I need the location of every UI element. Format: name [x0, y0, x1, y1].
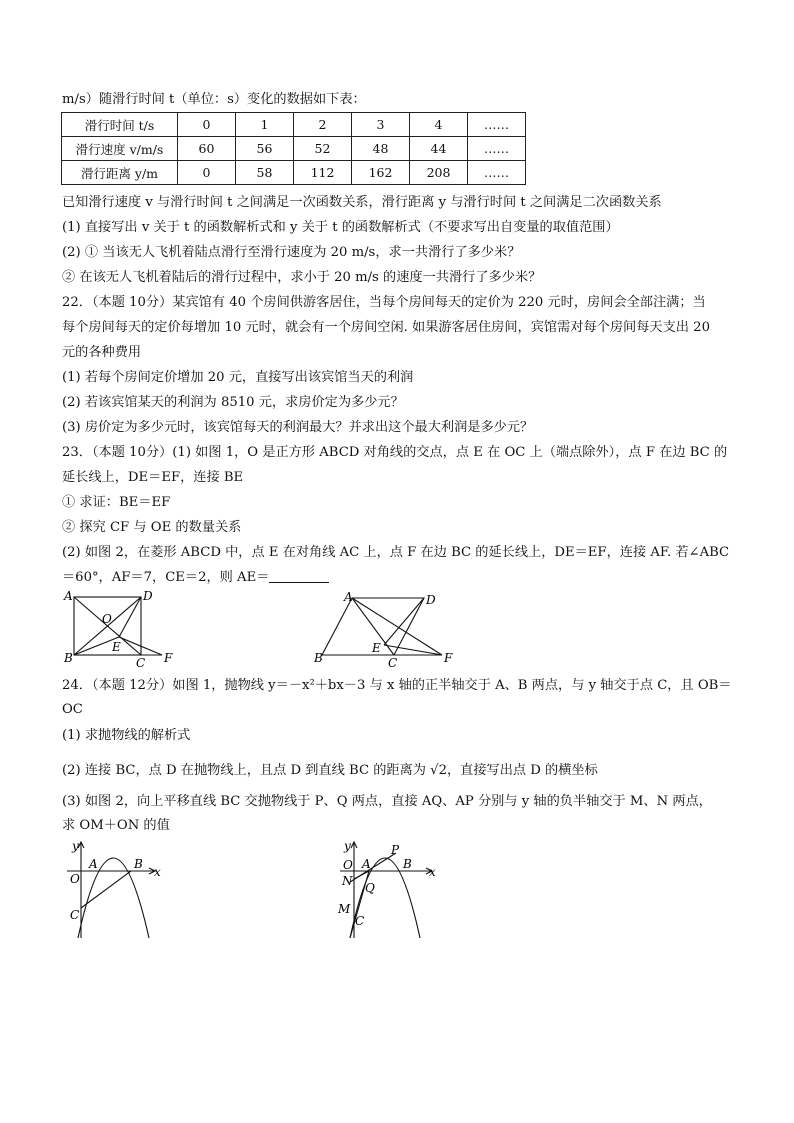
- table-row-label: 滑行时间 t/s: [62, 113, 178, 137]
- table-cell: 162: [352, 161, 410, 185]
- q21-given: 已知滑行速度 v 与滑行时间 t 之间满足一次函数关系，滑行距离 y 与滑行时间 t 之间满足二次函数关系: [62, 195, 662, 210]
- fig-label: O: [343, 858, 353, 872]
- figure-parabola-2: [332, 838, 442, 942]
- table-cell: ……: [468, 137, 526, 161]
- fig-label: C: [388, 656, 398, 668]
- q23-part-3b-row: [62, 568, 742, 588]
- q24-part-3b: 求 OM＋ON 的值: [62, 818, 170, 833]
- table-cell: 44: [410, 137, 468, 161]
- table-row: [62, 137, 526, 161]
- fig-label: A: [89, 857, 98, 871]
- q23-stem-2: 延长线上，DE＝EF，连接 BE: [62, 470, 244, 485]
- fig-label: A: [344, 590, 353, 604]
- table-cell: 52: [294, 137, 352, 161]
- fig-label: O: [102, 612, 112, 626]
- fig-label: M: [338, 902, 351, 916]
- figure-rhombus: [312, 588, 462, 668]
- table-cell: 48: [352, 137, 410, 161]
- fig-label: B: [134, 857, 143, 871]
- table-cell: 208: [410, 161, 468, 185]
- fig-label: C: [355, 914, 365, 928]
- fig-label: Q: [365, 881, 375, 895]
- table-row: [62, 161, 526, 185]
- table-cell: ……: [468, 161, 526, 185]
- table-row-label: 滑行距离 y/m: [62, 161, 178, 185]
- q21-part-2b: ② 在该无人飞机着陆后的滑行过程中，求小于 20 m/s 的速度一共滑行了多少米？: [62, 270, 542, 285]
- fig-label: A: [64, 589, 73, 603]
- answer-blank: [269, 568, 329, 583]
- q23-stem-1: 23．（本题 10分）(1) 如图 1，O 是正方形 ABCD 对角线的交点，点 E 在 OC 上（端点除外），点 F 在边 BC 的: [62, 445, 728, 460]
- table-cell: 0: [178, 113, 236, 137]
- fig-label: x: [429, 865, 436, 879]
- fig-label: y: [344, 839, 351, 853]
- q22-part-1: (1) 若每个房间定价增加 20 元，直接写出该宾馆当天的利润: [62, 370, 414, 385]
- fig-label: x: [154, 865, 161, 879]
- fig-label: O: [70, 872, 80, 886]
- table-cell: 4: [410, 113, 468, 137]
- segment-de: [119, 597, 141, 637]
- table-cell: 1: [236, 113, 294, 137]
- figure-parabola-1: [62, 838, 172, 942]
- fig-label: P: [391, 843, 400, 857]
- q21-part-2a: (2) ① 当该无人飞机着陆点滑行至滑行速度为 20 m/s，求一共滑行了多少米？: [62, 245, 521, 260]
- table-cell: ……: [468, 113, 526, 137]
- q22-part-3: (3) 房价定为多少元时，该宾馆每天的利润最大？并求出这个最大利润是多少元？: [62, 420, 534, 435]
- table-cell: 112: [294, 161, 352, 185]
- q24-part-1: (1) 求抛物线的解析式: [62, 728, 191, 743]
- fig-label: C: [136, 656, 146, 668]
- fig-label: y: [72, 839, 79, 853]
- q21-part-1: (1) 直接写出 v 关于 t 的函数解析式和 y 关于 t 的函数解析式（不要求写出自变量的取值范围）: [62, 220, 619, 235]
- table-row-label: 滑行速度 v/m/s: [62, 137, 178, 161]
- q22-stem-2: 每个房间每天的定价每增加 10 元时，就会有一个房间空闲. 如果游客居住房间，宾馆需对每个房间每天支出 20: [62, 320, 710, 335]
- fig-label: E: [112, 640, 121, 654]
- fig-label: B: [314, 651, 323, 665]
- q24-stem-1: 24．（本题 12分）如图 1，抛物线 y＝－x²＋bx－3 与 x 轴的正半轴交于 A、B 两点，与 y 轴交于点 C，且 OB＝: [62, 678, 732, 693]
- fig-label: E: [372, 641, 381, 655]
- fig-label: F: [444, 651, 453, 665]
- q23-part-3b: ＝60°，AF＝7，CE＝2，则 AE＝: [62, 570, 270, 585]
- fig-label: D: [426, 593, 436, 607]
- table-cell: 60: [178, 137, 236, 161]
- fig-label: C: [70, 908, 80, 922]
- table-cell: 56: [236, 137, 294, 161]
- segment-bc: [81, 871, 131, 908]
- q23-part-2: ② 探究 CF 与 OE 的数量关系: [62, 520, 242, 535]
- fig-label: A: [362, 857, 371, 871]
- fig-label: F: [164, 651, 173, 665]
- fig-label: N: [342, 874, 353, 888]
- intro-line: m/s）随滑行时间 t（单位：s）变化的数据如下表：: [62, 92, 366, 107]
- q23-part-3a: (2) 如图 2，在菱形 ABCD 中，点 E 在对角线 AC 上，点 F 在边 BC 的延长线上，DE＝EF，连接 AF. 若∠ABC: [62, 545, 730, 560]
- q22-stem-1: 22．（本题 10分）某宾馆有 40 个房间供游客居住，当每个房间每天的定价为 220 元时，房间会全部注满；当: [62, 295, 706, 310]
- table-cell: 3: [352, 113, 410, 137]
- table-cell: 0: [178, 161, 236, 185]
- table-cell: 58: [236, 161, 294, 185]
- fig-label: D: [143, 589, 153, 603]
- figure-square: [62, 588, 182, 668]
- q23-part-1: ① 求证：BE＝EF: [62, 495, 171, 510]
- q22-part-2: (2) 若该宾馆某天的利润为 8510 元，求房价定为多少元？: [62, 395, 404, 410]
- q24-part-2: (2) 连接 BC，点 D 在抛物线上，且点 D 到直线 BC 的距离为 √2，直接写出点 D 的横坐标: [62, 763, 598, 778]
- table-cell: 2: [294, 113, 352, 137]
- q24-stem-2: OC: [62, 702, 83, 717]
- fig-label: B: [403, 857, 412, 871]
- data-table: [61, 112, 526, 185]
- q22-stem-3: 元的各种费用: [62, 345, 142, 360]
- q24-part-3a: (3) 如图 2，向上平移直线 BC 交抛物线于 P、Q 两点，直接 AQ、AP 分别与 y 轴的负半轴交于 M、N 两点，: [62, 794, 712, 809]
- table-row: [62, 113, 526, 137]
- fig-label: B: [64, 651, 73, 665]
